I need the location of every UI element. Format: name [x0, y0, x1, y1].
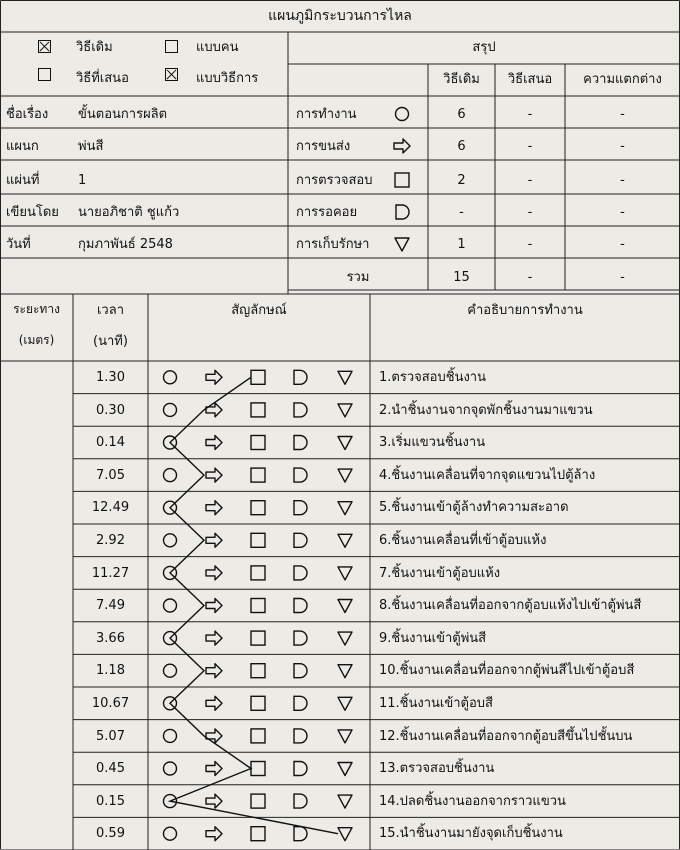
- delay-d-icon: [294, 370, 307, 384]
- storage-triangle-icon: [338, 828, 352, 841]
- description-header: คำอธิบายการทำงาน: [467, 303, 583, 318]
- inspection-square-icon: [251, 403, 265, 417]
- transport-arrow-icon: [206, 762, 222, 776]
- step-time: 2.92: [96, 533, 125, 548]
- step-time: 0.14: [96, 435, 125, 451]
- step-description: 6.ชิ้นงานเคลื่อนที่เข้าตู้อบแห้ง: [379, 533, 547, 548]
- operation-circle-icon: [164, 664, 177, 677]
- summary-total-diff: -: [620, 270, 625, 285]
- summary-operation-diff: -: [620, 107, 625, 122]
- info-label-sheet: แผ่นที่: [6, 173, 40, 188]
- storage-triangle-icon: [338, 404, 352, 417]
- summary-transport-label: การขนส่ง: [296, 139, 351, 154]
- summary-inspection-label: การตรวจสอบ: [296, 173, 373, 188]
- step-description: 11.ชิ้นงานเข้าตู้อบสี: [379, 696, 493, 711]
- info-label-date: วันที่: [6, 237, 31, 252]
- transport-arrow-icon: [206, 403, 222, 417]
- operation-circle-icon: [164, 762, 177, 775]
- step-description: 7.ชิ้นงานเข้าตู้อบแห้ง: [379, 565, 501, 581]
- operation-circle-icon: [164, 469, 177, 482]
- summary-delay-old: -: [459, 205, 464, 220]
- step-time: 7.49: [96, 598, 125, 614]
- info-label-department: แผนก: [6, 139, 39, 154]
- operation-circle-icon: [164, 827, 177, 840]
- transport-arrow-icon: [394, 139, 410, 153]
- delay-d-icon: [294, 762, 307, 776]
- summary-transport-new: -: [527, 139, 533, 154]
- storage-triangle-icon: [338, 632, 352, 645]
- transport-arrow-icon: [206, 436, 222, 450]
- step-time: 0.45: [96, 761, 125, 777]
- storage-triangle-icon: [338, 763, 352, 776]
- inspection-square-icon: [251, 631, 265, 645]
- summary-header-new: วิธีเสนอ: [507, 72, 553, 87]
- proposed-method-label: วิธีที่เสนอ: [76, 71, 129, 86]
- process-type-label: แบบวิธีการ: [196, 71, 259, 86]
- storage-triangle-icon: [338, 665, 352, 678]
- summary-inspection-old: 2: [457, 173, 466, 188]
- inspection-square-icon: [251, 566, 265, 580]
- delay-d-icon: [294, 696, 307, 710]
- step-description: 14.ปลดชิ้นงานออกจากราวแขวน: [379, 793, 566, 809]
- summary-operation-new: -: [527, 107, 533, 122]
- delay-d-icon: [294, 533, 307, 547]
- time-header: เวลา: [96, 303, 124, 318]
- operation-circle-icon: [164, 403, 177, 416]
- info-value-sheet: 1: [78, 173, 87, 188]
- transport-arrow-icon: [206, 729, 222, 743]
- proposed-method-checkbox[interactable]: [38, 68, 51, 81]
- storage-triangle-icon: [338, 600, 352, 613]
- summary-total-new: -: [527, 270, 533, 285]
- delay-d-icon: [294, 501, 307, 515]
- step-time: 10.67: [91, 696, 130, 711]
- time-unit: (นาที): [93, 334, 128, 349]
- summary-transport-diff: -: [620, 139, 625, 154]
- step-time: 12.49: [91, 500, 130, 516]
- step-description: 4.ชิ้นงานเคลื่อนที่จากจุดแขวนไปตู้ล้าง: [379, 467, 596, 483]
- summary-operation-label: การทำงาน: [296, 107, 357, 122]
- step-description: 12.ชิ้นงานเคลื่อนที่ออกจากตู้อบสีขึ้นไปชั้นบน: [379, 728, 633, 744]
- step-description: 9.ชิ้นงานเข้าตู้พ่นสี: [379, 630, 487, 646]
- operation-circle-icon: [164, 599, 177, 612]
- operation-circle-icon: [164, 534, 177, 547]
- transport-arrow-icon: [206, 468, 222, 482]
- delay-d-icon: [294, 468, 307, 482]
- step-time: 1.30: [96, 370, 125, 385]
- step-time: 1.18: [96, 663, 125, 679]
- operation-circle-icon: [164, 371, 177, 384]
- inspection-square-icon: [251, 762, 265, 776]
- step-time: 5.07: [96, 728, 125, 744]
- transport-arrow-icon: [206, 827, 222, 841]
- operation-circle-icon: [396, 108, 409, 121]
- inspection-square-icon: [251, 696, 265, 710]
- transport-arrow-icon: [206, 664, 222, 678]
- person-type-label: แบบคน: [196, 40, 239, 55]
- summary-storage-diff: -: [620, 237, 625, 252]
- delay-d-icon: [294, 794, 307, 808]
- storage-triangle-icon: [395, 238, 409, 251]
- delay-d-icon: [396, 205, 409, 219]
- symbols-header: สัญลักษณ์: [231, 303, 287, 318]
- step-description: 13.ตรวจสอบชิ้นงาน: [379, 761, 495, 777]
- summary-inspection-diff: -: [620, 173, 625, 188]
- delay-d-icon: [294, 599, 307, 613]
- info-label-author: เขียนโดย: [6, 205, 59, 220]
- inspection-square-icon: [251, 468, 265, 482]
- step-description: 5.ชิ้นงานเข้าตู้ล้างทำความสะอาด: [379, 500, 569, 516]
- distance-header: ระยะทาง: [13, 302, 60, 316]
- step-time: 0.30: [96, 402, 125, 418]
- storage-triangle-icon: [338, 502, 352, 515]
- delay-d-icon: [294, 403, 307, 417]
- info-value-subject: ขั้นตอนการผลิต: [78, 107, 168, 122]
- operation-circle-icon: [164, 729, 177, 742]
- summary-title: สรุป: [472, 40, 496, 55]
- storage-triangle-icon: [338, 730, 352, 743]
- summary-operation-old: 6: [457, 107, 466, 122]
- delay-d-icon: [294, 827, 307, 841]
- step-time: 0.15: [96, 793, 125, 809]
- delay-d-icon: [294, 631, 307, 645]
- step-time: 0.59: [96, 826, 125, 842]
- step-time: 7.05: [96, 467, 125, 483]
- old-method-checkbox[interactable]: [38, 40, 51, 53]
- old-method-label: วิธีเดิม: [76, 40, 113, 55]
- summary-storage-label: การเก็บรักษา: [296, 237, 370, 252]
- transport-arrow-icon: [206, 631, 222, 645]
- storage-triangle-icon: [338, 567, 352, 580]
- transport-arrow-icon: [206, 599, 222, 613]
- info-label-subject: ชื่อเรื่อง: [6, 107, 49, 122]
- step-description: 1.ตรวจสอบชิ้นงาน: [379, 370, 486, 385]
- storage-triangle-icon: [338, 437, 352, 450]
- person-type-checkbox[interactable]: [165, 40, 178, 53]
- inspection-square-icon: [251, 370, 265, 384]
- step-description: 2.นำชิ้นงานจากจุดพักชิ้นงานมาแขวน: [379, 402, 593, 418]
- storage-triangle-icon: [338, 534, 352, 547]
- summary-header-diff: ความแตกต่าง: [583, 72, 662, 87]
- chart-title: แผนภูมิกระบวนการไหล: [268, 8, 412, 24]
- info-value-author: นายอภิชาติ ชูแก้ว: [78, 205, 180, 220]
- transport-arrow-icon: [206, 370, 222, 384]
- transport-arrow-icon: [206, 533, 222, 547]
- summary-header-old: วิธีเดิม: [443, 72, 480, 87]
- inspection-square-icon: [251, 794, 265, 808]
- step-time: 3.66: [96, 630, 125, 646]
- summary-delay-label: การรอคอย: [296, 205, 358, 220]
- delay-d-icon: [294, 566, 307, 580]
- inspection-square-icon: [251, 501, 265, 515]
- transport-arrow-icon: [206, 566, 222, 580]
- summary-storage-new: -: [527, 237, 533, 252]
- delay-d-icon: [294, 436, 307, 450]
- storage-triangle-icon: [338, 371, 352, 384]
- distance-unit: (เมตร): [18, 333, 55, 347]
- transport-arrow-icon: [206, 501, 222, 515]
- storage-triangle-icon: [338, 469, 352, 482]
- storage-triangle-icon: [338, 697, 352, 710]
- inspection-square-icon: [251, 664, 265, 678]
- inspection-square-icon: [251, 533, 265, 547]
- storage-triangle-icon: [338, 795, 352, 808]
- step-description: 15.นำชิ้นงานมายังจุดเก็บชิ้นงาน: [379, 826, 563, 842]
- step-time: 11.27: [91, 565, 130, 581]
- info-value-date: กุมภาพันธ์ 2548: [78, 237, 173, 252]
- step-description: 3.เริ่มแขวนชิ้นงาน: [379, 435, 486, 451]
- summary-total-label: รวม: [346, 270, 370, 285]
- inspection-square-icon: [251, 827, 265, 841]
- info-value-department: พ่นสี: [78, 139, 104, 154]
- summary-transport-old: 6: [457, 139, 466, 154]
- transport-arrow-icon: [206, 794, 222, 808]
- inspection-square-icon: [251, 436, 265, 450]
- summary-delay-diff: -: [620, 205, 625, 220]
- inspection-square-icon: [395, 173, 409, 187]
- inspection-square-icon: [251, 729, 265, 743]
- inspection-square-icon: [251, 599, 265, 613]
- delay-d-icon: [294, 664, 307, 678]
- step-description: 10.ชิ้นงานเคลื่อนที่ออกจากตู้พ่นสีไปเข้าตู้อบสี: [379, 663, 635, 679]
- delay-d-icon: [294, 729, 307, 743]
- summary-storage-old: 1: [457, 237, 466, 252]
- summary-delay-new: -: [527, 205, 533, 220]
- summary-inspection-new: -: [527, 173, 533, 188]
- summary-total-old: 15: [453, 270, 470, 285]
- process-type-checkbox[interactable]: [165, 68, 178, 81]
- flow-path-line: [170, 377, 338, 833]
- transport-arrow-icon: [206, 696, 222, 710]
- step-description: 8.ชิ้นงานเคลื่อนที่ออกจากตู้อบแห้งไปเข้าตู้พ่นสี: [379, 598, 642, 614]
